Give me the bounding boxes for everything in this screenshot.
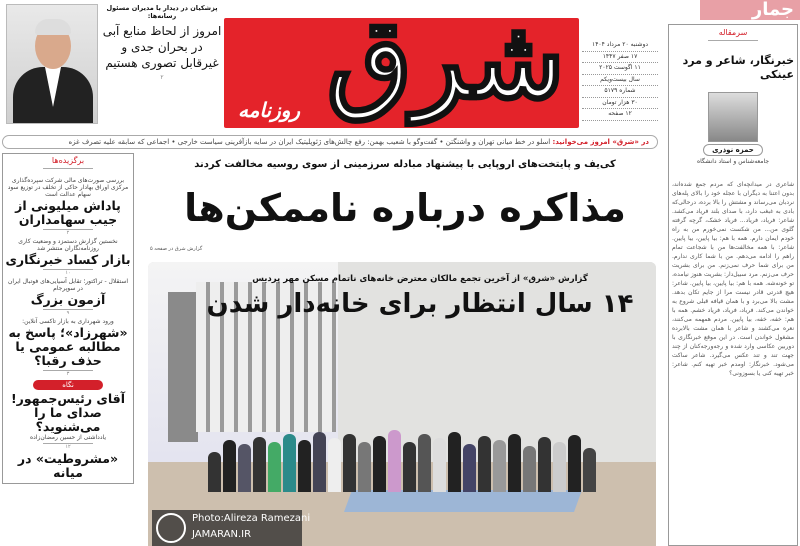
photo-story-headline: ۱۴ سال انتظار برای خانه‌دار شدن [206,289,634,319]
issue-number: شماره ۵۱۷۹ [582,86,658,98]
author-role: جامعه‌شناس و استاد دانشگاه [696,158,770,165]
opinion-tag: نگاه [33,380,103,390]
issue-date: دوشنبه ۲۰ مرداد ۱۴۰۴ [582,40,658,52]
watermark-credit: Photo:Alireza Ramezani [192,513,311,524]
president-photo [6,4,98,124]
main-caption: گزارش شرق در صفحه ۵ [150,246,203,252]
strip-text: اسلو در خط میانی تهران و واشنگتن • گفت‌وگو با شعیب بهمن: رفع چالش‌های ژئوپلیتیک ایران در سایه بازآفرینی سیاست خارجی • اجماعی که سابقه علیه تصرف غزه [68,138,551,146]
masthead-logo: شرق [326,18,565,123]
teaser-title: امروز از لحاظ منابع آبی در بحران جدی و غیرقابل تصوری هستیم [102,24,222,70]
highlight-item[interactable] [5,278,131,317]
highlight-kicker: استقلال - تراکتور؛ تقابل آسیایی‌های فوتبال ایران در سوپرجام [7,278,129,292]
issue-info [582,40,658,121]
divider [708,40,758,48]
jamaran-logo-icon [156,513,186,543]
highlight-title: آزمون بزرگ [30,292,106,307]
issue-pages: ۱۲ صفحه [582,109,658,121]
highlight-item[interactable] [5,318,131,378]
strip-label: در «شرق» امروز می‌خوانید: [552,138,649,146]
last-highlight[interactable]: «مشروطیت» در میانه [17,451,119,480]
editorial-title[interactable]: خبرنگار، شاعر و مرد عینکی [682,54,794,81]
top-teaser[interactable] [102,4,222,81]
highlight-kicker: ورود شهرداری به بازار تاکسی آنلاین: [22,318,114,325]
highlight-page: ۳ [43,370,93,378]
highlights-title: برگزیده‌ها [51,156,85,165]
highlight-item[interactable] [5,177,131,237]
section-tag: جمار [700,0,800,20]
issue-year: سال بیست‌ویکم [582,75,658,87]
issue-hijri: ۱۷ صفر ۱۴۴۷ [582,52,658,64]
opinion-item[interactable] [5,392,131,451]
author-photo [708,92,758,142]
divider [43,168,93,176]
teaser-kicker: پزشکیان در دیدار با مدیران مسئول رسانه‌ها: [106,4,218,20]
editorial-section: سرمقاله [718,28,748,37]
editorial-body: شاعری در میدانچه‌ای که مردم جمع شده‌اند، بدون اعتنا به دیگران با عجله خود را بالای پله‌های نردبان می‌رساند و مشتش را بالا برده، درحالی‌که بادی به غبغب دارد، با صدای بلند فریاد می‌کشد. شاعر: فریاد، فریاد... فریاد خشک، گرچه گرفته گلوی من... من شکست نمی‌خورم من به راه خودم ایمان دارم. همه با هم: بیا پایین، بیا پایین. شاعر: با همه مخالفت‌ها من با شجاعت تمام راهم را ادامه می‌دهم. من با شما کاری ندارم. من برای شما حرف نمی‌زنم. من برای بشریت حرف می‌زنم. مرد سبیل‌دار: بشریت هنوز نیامده، تو خونه‌شه. همه با هم: بیا پایین، بیا پایین. شاعر: هیچ قدرتی قادر نیست مرا از جایم تکان بدهد. مشت بالا می‌برد و با همان قیافه قبلی شروع به خواندن می‌کند. فریاد، فریاد، فریاد خشم. همه با هم: خفه، خفه، بیا پایین. مردم همهمه می‌کنند، نعره می‌کشند و شاعر با همان مشت بالابرده مشغول خواندن است. در این موقع خبرنگاری با دوربین عکاسی وارد شده و رجه‌ورجه‌کنان از چند جهت تند و تند عکس می‌گیرد. شاعر ساکت می‌شود. خبرنگار: اومدم خبر تهیه کنم. شاعر: خبر تهیه کنی یا بسوزونی؟ [672,181,794,377]
highlight-title: بازار کساد خبرنگاری [5,252,131,267]
highlight-item[interactable] [5,238,131,277]
highlight-page: ۹ [43,309,93,317]
highlight-title: پاداش میلیونی از جیب سهامداران [15,198,121,227]
today-strip [2,135,658,149]
highlight-kicker: نخستین گزارش دستمزد و وضعیت کاری روزنامه‌نگاران منتشر شد [18,238,118,252]
main-kicker: کی‌یف و پایتخت‌های اروپایی با پیشنهاد مبادله سرزمینی از سوی روسیه مخالفت کردند [194,159,616,170]
teaser-page: ۲ [160,74,164,81]
opinion-byline: یادداشتی از حسین رمضان‌زاده [29,434,106,441]
watermark-site: JAMARAN.IR [192,529,252,540]
highlight-page: ۱۰ [43,269,93,277]
author-name: حمزه نوذری [703,144,763,156]
photo-watermark [152,510,311,546]
editorial-column [668,24,798,546]
highlight-title: «شهرزاد»؛ پاسخ به مطالبه عمومی یا حذف رقبا؟ [8,325,128,368]
photo-story[interactable] [190,274,650,319]
issue-price: ۳۰ هزار تومان [582,98,658,110]
opinion-title: آقای رئیس‌جمهور! صدای ما را می‌شنوید؟ [10,391,125,434]
main-headline[interactable]: مذاکره درباره ناممکن‌ها [184,186,626,230]
photo-story-kicker: گزارش «شرق» از آخرین تجمع مالکان معترض خانه‌های ناتمام مسکن مهر پردیس [252,274,588,284]
highlight-kicker: بررسی صورت‌های مالی شرکت سپرده‌گذاری مرکزی اوراق بهادار حاکی از تخلف در توزیع سود سهام عدالت است [7,177,129,198]
opinion-page: ۱۲ [43,443,93,451]
highlights-column [2,153,134,484]
masthead [224,18,579,128]
highlight-page: ۲ [43,229,93,237]
masthead-sub: روزنامه [238,98,301,122]
issue-gregorian: ۱۱ اگوست ۲۰۲۵ [582,63,658,75]
